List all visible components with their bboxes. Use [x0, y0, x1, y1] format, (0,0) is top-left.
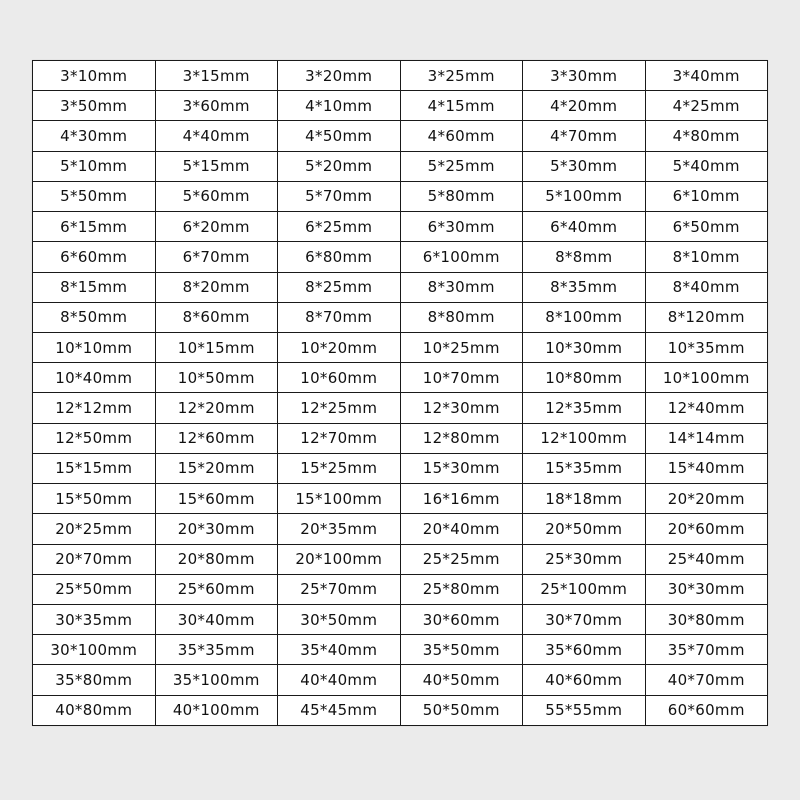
- table-row: [33, 514, 768, 544]
- size-cell: 30*35mm: [33, 604, 156, 634]
- size-cell: 30*70mm: [523, 604, 646, 634]
- size-cell: 6*50mm: [645, 212, 768, 242]
- size-cell: 8*8mm: [523, 242, 646, 272]
- size-cell: 40*100mm: [155, 695, 278, 725]
- size-cell: 16*16mm: [400, 484, 523, 514]
- size-cell: 12*50mm: [33, 423, 156, 453]
- size-cell: 10*40mm: [33, 363, 156, 393]
- size-cell: 25*40mm: [645, 544, 768, 574]
- size-cell: 12*40mm: [645, 393, 768, 423]
- table-row: [33, 423, 768, 453]
- size-cell: 35*50mm: [400, 635, 523, 665]
- size-cell: 12*25mm: [278, 393, 401, 423]
- size-cell: 25*60mm: [155, 574, 278, 604]
- size-cell: 3*10mm: [33, 61, 156, 91]
- table-row: [33, 665, 768, 695]
- size-cell: 25*70mm: [278, 574, 401, 604]
- size-cell: 5*80mm: [400, 181, 523, 211]
- size-cell: 45*45mm: [278, 695, 401, 725]
- table-row: [33, 151, 768, 181]
- size-cell: 6*40mm: [523, 212, 646, 242]
- size-cell: 10*50mm: [155, 363, 278, 393]
- size-cell: 6*70mm: [155, 242, 278, 272]
- size-cell: 5*15mm: [155, 151, 278, 181]
- size-cell: 6*20mm: [155, 212, 278, 242]
- size-cell: 12*30mm: [400, 393, 523, 423]
- size-cell: 3*15mm: [155, 61, 278, 91]
- size-cell: 5*40mm: [645, 151, 768, 181]
- table-row: [33, 212, 768, 242]
- size-cell: 8*60mm: [155, 302, 278, 332]
- size-cell: 12*80mm: [400, 423, 523, 453]
- size-cell: 60*60mm: [645, 695, 768, 725]
- size-cell: 15*50mm: [33, 484, 156, 514]
- table-row: [33, 574, 768, 604]
- size-cell: 5*70mm: [278, 181, 401, 211]
- size-cell: 10*25mm: [400, 332, 523, 362]
- size-chart-sheet: [32, 60, 768, 726]
- size-cell: 12*20mm: [155, 393, 278, 423]
- size-cell: 4*10mm: [278, 91, 401, 121]
- size-cell: 20*50mm: [523, 514, 646, 544]
- table-row: [33, 363, 768, 393]
- size-cell: 10*70mm: [400, 363, 523, 393]
- table-row: [33, 484, 768, 514]
- size-cell: 20*25mm: [33, 514, 156, 544]
- size-cell: 20*20mm: [645, 484, 768, 514]
- size-cell: 10*30mm: [523, 332, 646, 362]
- size-cell: 20*100mm: [278, 544, 401, 574]
- size-cell: 3*40mm: [645, 61, 768, 91]
- size-cell: 5*20mm: [278, 151, 401, 181]
- size-cell: 35*35mm: [155, 635, 278, 665]
- size-cell: 8*120mm: [645, 302, 768, 332]
- table-row: [33, 181, 768, 211]
- size-cell: 25*50mm: [33, 574, 156, 604]
- table-row: [33, 302, 768, 332]
- table-row: [33, 635, 768, 665]
- size-cell: 3*60mm: [155, 91, 278, 121]
- size-cell: 3*30mm: [523, 61, 646, 91]
- size-cell: 8*25mm: [278, 272, 401, 302]
- size-cell: 15*25mm: [278, 453, 401, 483]
- size-cell: 3*20mm: [278, 61, 401, 91]
- table-row: [33, 544, 768, 574]
- size-cell: 10*60mm: [278, 363, 401, 393]
- size-cell: 4*60mm: [400, 121, 523, 151]
- size-cell: 35*60mm: [523, 635, 646, 665]
- size-cell: 30*40mm: [155, 604, 278, 634]
- size-cell: 5*100mm: [523, 181, 646, 211]
- size-cell: 15*30mm: [400, 453, 523, 483]
- size-cell: 12*35mm: [523, 393, 646, 423]
- size-cell: 35*100mm: [155, 665, 278, 695]
- size-table-body: [33, 61, 768, 726]
- table-row: [33, 61, 768, 91]
- size-cell: 10*15mm: [155, 332, 278, 362]
- size-cell: 8*100mm: [523, 302, 646, 332]
- size-cell: 8*70mm: [278, 302, 401, 332]
- size-cell: 15*15mm: [33, 453, 156, 483]
- size-cell: 30*30mm: [645, 574, 768, 604]
- table-row: [33, 393, 768, 423]
- size-cell: 8*10mm: [645, 242, 768, 272]
- size-cell: 5*30mm: [523, 151, 646, 181]
- size-cell: 10*100mm: [645, 363, 768, 393]
- size-cell: 8*30mm: [400, 272, 523, 302]
- size-cell: 20*40mm: [400, 514, 523, 544]
- size-cell: 12*100mm: [523, 423, 646, 453]
- size-cell: 4*80mm: [645, 121, 768, 151]
- size-cell: 4*30mm: [33, 121, 156, 151]
- size-cell: 8*35mm: [523, 272, 646, 302]
- size-cell: 8*15mm: [33, 272, 156, 302]
- size-cell: 10*20mm: [278, 332, 401, 362]
- size-cell: 10*35mm: [645, 332, 768, 362]
- size-cell: 40*70mm: [645, 665, 768, 695]
- size-cell: 6*60mm: [33, 242, 156, 272]
- size-cell: 30*100mm: [33, 635, 156, 665]
- size-cell: 8*80mm: [400, 302, 523, 332]
- table-row: [33, 272, 768, 302]
- size-cell: 35*80mm: [33, 665, 156, 695]
- size-cell: 8*50mm: [33, 302, 156, 332]
- size-cell: 25*100mm: [523, 574, 646, 604]
- size-cell: 5*60mm: [155, 181, 278, 211]
- size-cell: 40*50mm: [400, 665, 523, 695]
- size-cell: 4*15mm: [400, 91, 523, 121]
- size-cell: 15*35mm: [523, 453, 646, 483]
- size-cell: 20*80mm: [155, 544, 278, 574]
- size-cell: 5*10mm: [33, 151, 156, 181]
- size-cell: 50*50mm: [400, 695, 523, 725]
- size-cell: 12*60mm: [155, 423, 278, 453]
- size-cell: 25*25mm: [400, 544, 523, 574]
- size-cell: 6*30mm: [400, 212, 523, 242]
- size-cell: 3*50mm: [33, 91, 156, 121]
- size-cell: 55*55mm: [523, 695, 646, 725]
- size-cell: 12*12mm: [33, 393, 156, 423]
- size-cell: 14*14mm: [645, 423, 768, 453]
- size-cell: 15*60mm: [155, 484, 278, 514]
- size-cell: 20*70mm: [33, 544, 156, 574]
- size-table: [32, 60, 768, 726]
- size-cell: 4*70mm: [523, 121, 646, 151]
- size-cell: 25*80mm: [400, 574, 523, 604]
- size-cell: 15*20mm: [155, 453, 278, 483]
- size-cell: 15*100mm: [278, 484, 401, 514]
- size-cell: 18*18mm: [523, 484, 646, 514]
- size-cell: 6*80mm: [278, 242, 401, 272]
- size-cell: 30*60mm: [400, 604, 523, 634]
- size-cell: 30*80mm: [645, 604, 768, 634]
- size-cell: 35*70mm: [645, 635, 768, 665]
- table-row: [33, 332, 768, 362]
- size-cell: 20*60mm: [645, 514, 768, 544]
- size-cell: 30*50mm: [278, 604, 401, 634]
- size-cell: 20*35mm: [278, 514, 401, 544]
- size-cell: 4*50mm: [278, 121, 401, 151]
- table-row: [33, 453, 768, 483]
- size-cell: 40*60mm: [523, 665, 646, 695]
- size-cell: 5*25mm: [400, 151, 523, 181]
- table-row: [33, 121, 768, 151]
- size-cell: 4*40mm: [155, 121, 278, 151]
- table-row: [33, 604, 768, 634]
- size-cell: 5*50mm: [33, 181, 156, 211]
- size-cell: 40*40mm: [278, 665, 401, 695]
- size-cell: 25*30mm: [523, 544, 646, 574]
- size-cell: 10*10mm: [33, 332, 156, 362]
- size-cell: 6*100mm: [400, 242, 523, 272]
- table-row: [33, 242, 768, 272]
- size-cell: 20*30mm: [155, 514, 278, 544]
- size-cell: 12*70mm: [278, 423, 401, 453]
- size-cell: 10*80mm: [523, 363, 646, 393]
- size-cell: 6*15mm: [33, 212, 156, 242]
- size-cell: 6*25mm: [278, 212, 401, 242]
- size-cell: 6*10mm: [645, 181, 768, 211]
- table-row: [33, 91, 768, 121]
- table-row: [33, 695, 768, 725]
- size-cell: 35*40mm: [278, 635, 401, 665]
- size-cell: 4*25mm: [645, 91, 768, 121]
- size-cell: 15*40mm: [645, 453, 768, 483]
- size-cell: 8*40mm: [645, 272, 768, 302]
- size-cell: 8*20mm: [155, 272, 278, 302]
- size-cell: 40*80mm: [33, 695, 156, 725]
- size-cell: 3*25mm: [400, 61, 523, 91]
- size-cell: 4*20mm: [523, 91, 646, 121]
